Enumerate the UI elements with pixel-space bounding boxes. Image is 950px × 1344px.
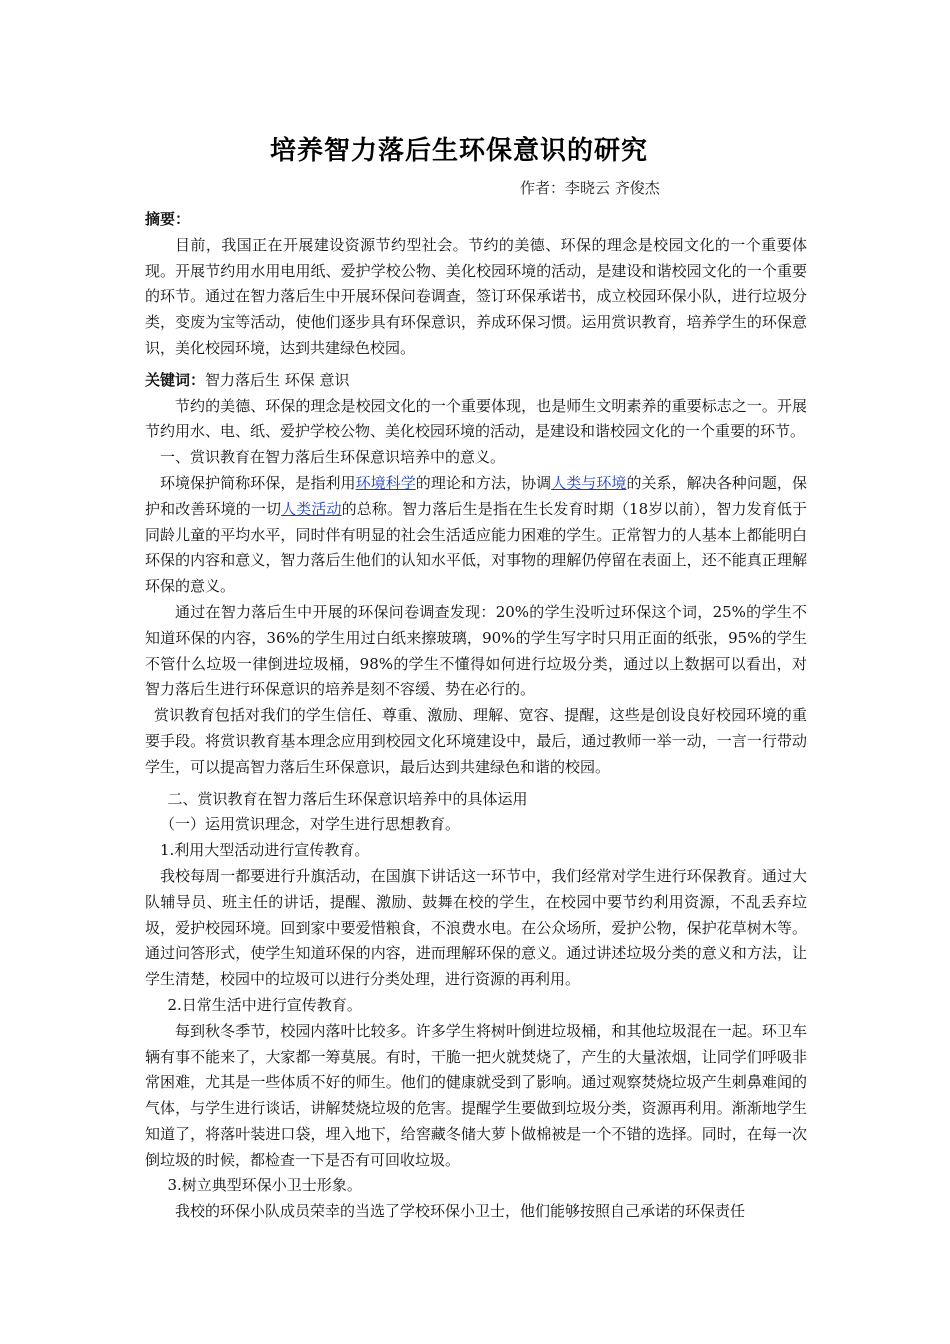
item1-heading: 1.利用大型活动进行宣传教育。 [160,841,370,860]
keywords-text: 智力落后生 环保 意识 [205,370,350,389]
item3-heading: 3.树立典型环保小卫士形象。 [167,1176,362,1195]
keywords-label: 关键词： [145,370,206,389]
link-environmental-science[interactable]: 环境科学 [355,473,416,492]
document-body [145,207,807,1225]
section1-paragraph3: 赏识教育包括对我们的学生信任、尊重、激励、理解、宽容、提醒，这些是创设良好校园环境的重要手段。将赏识教育基本理念应用到校园文化环境建设中，最后，通过教师一举一动，一言一行带动学生，可以提高智力落后生环保意识，最后达到共建绿色和谐的校园。 [145,706,807,776]
section1-paragraph2: 通过在智力落后生中开展的环保问卷调查发现：20%的学生没听过环保这个词，25%的学生不知道环保的内容，36%的学生用过白纸来擦玻璃，90%的学生写字时只用正面的纸张，95%的学生不管什么垃圾一律倒进垃圾桶，98%的学生不懂得如何进行垃圾分类，通过以上数据可以看出，对智力落后生进行环保意识的培养是刻不容缓、势在必行的。 [145,602,807,699]
section1-heading: 一、赏识教育在智力落后生环保意识培养中的意义。 [160,448,506,467]
abstract-label: 摘要： [145,210,191,228]
link-human-environment[interactable]: 人类与环境 [551,473,627,492]
author-line: 作者：李晓云 齐俊杰 [520,179,660,197]
item1-text: 我校每周一都要进行升旗活动，在国旗下讲话这一环节中，我们经常对学生进行环保教育。通过大队辅导员、班主任的讲话，提醒、激励、鼓舞在校的学生，在校园中要节约利用资源，不乱丢弃垃圾，爱护校园环境。回到家中要爱惜粮食，不浪费水电。在公众场所，爱护公物，保护花草树木等。通过问答形式，使学生知道环保的内容，进而理解环保的意义。通过讲述垃圾分类的意义和方法，让学生清楚，校园中的垃圾可以进行分类处理，进行资源的再利用。 [145,866,807,989]
section1-paragraph1: 环境保护简称环保，是指利用环境科学的理论和方法，协调人类与环境的关系，解决各种问题，保护和改善环境的一切人类活动的总称。智力落后生是指在生长发育时期（18岁以前），智力发育低于同龄儿童的平均水平，同时伴有明显的社会生活适应能力困难的学生。正常智力的人基本上都能明白环保的内容和意义，智力落后生他们的认知水平低，对事物的理解仍停留在表面上，还不能真正理解环保的意义。 [145,473,807,596]
abstract-text: 目前，我国正在开展建设资源节约型社会。节约的美德、环保的理念是校园文化的一个重要体现。开展节约用水用电用纸、爱护学校公物、美化校园环境的活动，是建设和谐校园文化的一个重要的环节。通过在智力落后生中开展环保问卷调查，签订环保承诺书，成立校园环保小队，进行垃圾分类，变废为宝等活动，使他们逐步具有环保意识，养成环保习惯。运用赏识教育，培养学生的环保意识，美化校园环境，达到共建绿色校园。 [145,235,807,357]
section2-subheading1: （一）运用赏识理念，对学生进行思想教育。 [160,815,461,834]
intro-paragraph: 节约的美德、环保的理念是校园文化的一个重要体现，也是师生文明素养的重要标志之一。开展节约用水、电、纸、爱护学校公物、美化校园环境的活动，是建设和谐校园文化的一个重要的环节。 [145,396,807,441]
item2-heading: 2.日常生活中进行宣传教育。 [167,995,362,1014]
item3-text: 我校的环保小队成员荣幸的当选了学校环保小卫士，他们能够按照自己承诺的环保责任 [175,1202,746,1221]
keywords-line [145,368,807,394]
link-human-activity[interactable]: 人类活动 [281,499,342,518]
page-title: 培养智力落后生环保意识的研究 [269,136,648,166]
item2-text: 每到秋冬季节，校园内落叶比较多。许多学生将树叶倒进垃圾桶，和其他垃圾混在一起。环卫车辆有事不能来了，大家都一筹莫展。有时，干脆一把火就焚烧了，产生的大量浓烟，让同学们呼吸非常困难，尤其是一些体质不好的师生。他们的健康就受到了影响。通过观察焚烧垃圾产生刺鼻难闻的气体，与学生进行谈话，讲解焚烧垃圾的危害。提醒学生要做到垃圾分类，资源再利用。渐渐地学生知道了，将落叶装进口袋，埋入地下，给窖藏冬储大萝卜做棉被是一个不错的选择。同时，在每一次倒垃圾的时候，都检查一下是否有可回收垃圾。 [145,1021,807,1169]
section2-heading: 二、赏识教育在智力落后生环保意识培养中的具体运用 [167,789,528,808]
